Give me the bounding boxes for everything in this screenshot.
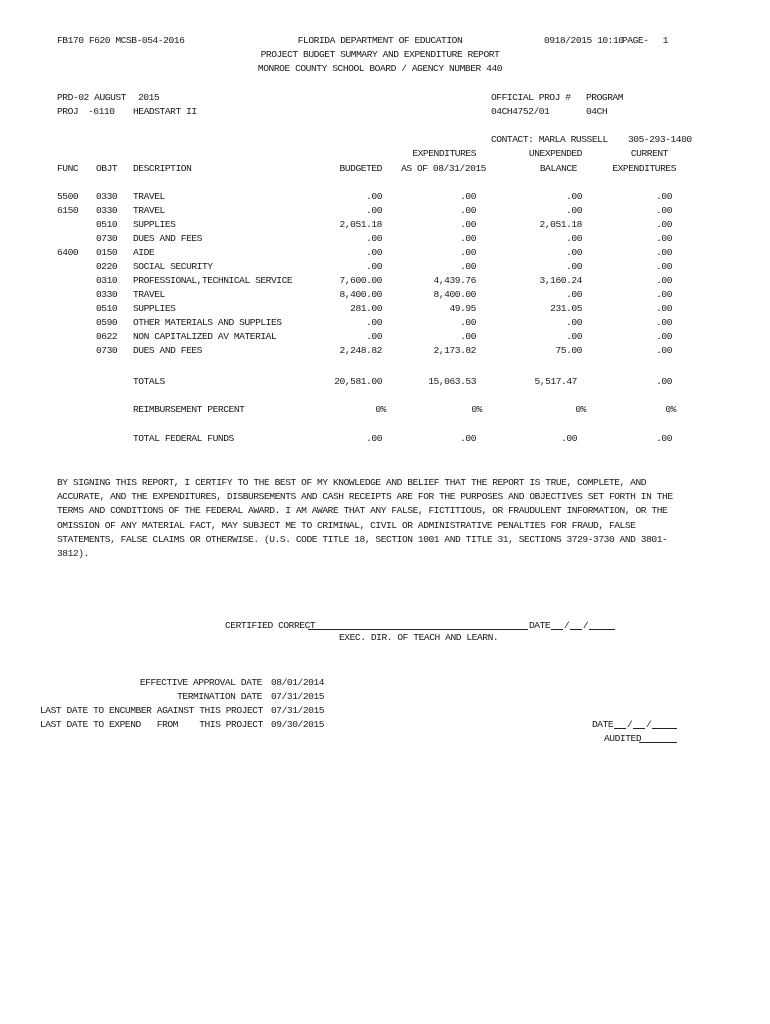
row-expended: 2,173.82 bbox=[433, 345, 476, 356]
signature-date-sep-1: / bbox=[564, 620, 570, 631]
signature-date-sep-2: / bbox=[583, 620, 589, 631]
row-expended: 8,400.00 bbox=[433, 289, 476, 300]
row-expended: .00 bbox=[460, 191, 476, 202]
audit-date-sep-1: / bbox=[627, 719, 633, 730]
row-balance: .00 bbox=[566, 205, 582, 216]
row-current: .00 bbox=[656, 303, 672, 314]
row-objt: 0730 bbox=[96, 233, 118, 244]
row-func: 6400 bbox=[57, 247, 79, 258]
row-func: 5500 bbox=[57, 191, 79, 202]
report-subtitle: MONROE COUNTY SCHOOL BOARD / AGENCY NUMBER 440 bbox=[257, 63, 503, 74]
col-expenditures-l1: EXPENDITURES bbox=[412, 148, 476, 159]
project-label: PROJ bbox=[57, 106, 79, 117]
totals-current: .00 bbox=[656, 376, 672, 387]
row-balance: 231.05 bbox=[550, 303, 582, 314]
row-objt: 0220 bbox=[96, 261, 118, 272]
row-func: 6150 bbox=[57, 205, 79, 216]
row-balance: .00 bbox=[566, 331, 582, 342]
signer-title: EXEC. DIR. OF TEACH AND LEARN. bbox=[339, 632, 499, 643]
expend-date-value: 09/30/2015 bbox=[271, 719, 325, 730]
row-expended: .00 bbox=[460, 247, 476, 258]
audit-date-day-field[interactable] bbox=[633, 728, 645, 729]
audit-date-sep-2: / bbox=[646, 719, 652, 730]
row-current: .00 bbox=[656, 233, 672, 244]
row-budgeted: .00 bbox=[366, 261, 382, 272]
row-objt: 0330 bbox=[96, 205, 118, 216]
effective-date-label: EFFECTIVE APPROVAL DATE bbox=[139, 677, 262, 688]
row-objt: 0310 bbox=[96, 275, 118, 286]
encumber-date-label: LAST DATE TO ENCUMBER AGAINST THIS PROJECT bbox=[40, 705, 263, 716]
row-objt: 0330 bbox=[96, 191, 118, 202]
row-current: .00 bbox=[656, 219, 672, 230]
reimbursement-budgeted: 0% bbox=[375, 404, 386, 415]
reimbursement-balance: 0% bbox=[575, 404, 586, 415]
row-description: TRAVEL bbox=[133, 289, 165, 300]
row-budgeted: 7,600.00 bbox=[339, 275, 382, 286]
contact-name: CONTACT: MARLA RUSSELL bbox=[491, 134, 608, 145]
page-label: PAGE- bbox=[622, 35, 649, 46]
col-objt: OBJT bbox=[96, 163, 118, 174]
report-datetime: 0918/2015 10:10 bbox=[544, 35, 624, 46]
termination-date-label: TERMINATION DATE bbox=[177, 691, 262, 702]
signature-date-day-field[interactable] bbox=[570, 629, 582, 630]
row-budgeted: .00 bbox=[366, 331, 382, 342]
row-expended: .00 bbox=[460, 261, 476, 272]
certification-statement: BY SIGNING THIS REPORT, I CERTIFY TO THE BEST OF MY KNOWLEDGE AND BELIEF THAT THE REPORT IS TRUE, COMPLETE, AND ACCURATE, AND THE EXPENDITURES, DISBURSEMENTS AND CASH RECEIPTS ARE FOR THE PURPOSES AND OBJECTIVES SET FORTH IN THE TERMS AND CONDITIONS OF THE FEDERAL AWARD. I AM AWARE THAT ANY FALSE, FICTITIOUS, OR FRAUDULENT INFORMATION, OR THE OMISSION OF ANY MATERIAL FACT, MAY SUBJECT ME TO CRIMINAL, CIVIL OR ADMINISTRATIVE PENALTIES FOR FRAUD, FALSE STATEMENTS, FALSE CLAIMS OR OTHERWISE. (U.S. CODE TITLE 18, SECTION 1001 AND TITLE 31, SECTIONS 3729-3730 AND 3801-3812). bbox=[57, 477, 673, 560]
signature-line[interactable] bbox=[308, 629, 528, 630]
row-description: TRAVEL bbox=[133, 191, 165, 202]
totals-balance: 5,517.47 bbox=[534, 376, 577, 387]
row-expended: .00 bbox=[460, 331, 476, 342]
col-func: FUNC bbox=[57, 163, 79, 174]
row-objt: 0510 bbox=[96, 219, 118, 230]
federal-funds-current: .00 bbox=[656, 433, 672, 444]
col-unexpended-l1: UNEXPENDED bbox=[528, 148, 582, 159]
row-balance: .00 bbox=[566, 289, 582, 300]
row-budgeted: .00 bbox=[366, 247, 382, 258]
row-balance: .00 bbox=[566, 317, 582, 328]
row-expended: 49.95 bbox=[449, 303, 476, 314]
row-budgeted: 2,051.18 bbox=[339, 219, 382, 230]
page-number: 1 bbox=[662, 35, 668, 46]
audit-date-month-field[interactable] bbox=[614, 728, 626, 729]
totals-budgeted: 20,581.00 bbox=[334, 376, 382, 387]
col-description: DESCRIPTION bbox=[133, 163, 192, 174]
row-current: .00 bbox=[656, 261, 672, 272]
audit-date-label: DATE bbox=[592, 719, 614, 730]
row-objt: 0730 bbox=[96, 345, 118, 356]
row-objt: 0150 bbox=[96, 247, 118, 258]
signature-date-label: DATE bbox=[529, 620, 551, 631]
row-description: DUES AND FEES bbox=[133, 345, 202, 356]
row-objt: 0622 bbox=[96, 331, 118, 342]
reimbursement-current: 0% bbox=[665, 404, 676, 415]
row-current: .00 bbox=[656, 331, 672, 342]
termination-date-value: 07/31/2015 bbox=[271, 691, 325, 702]
expend-date-label: LAST DATE TO EXPEND FROM THIS PROJECT bbox=[40, 719, 263, 730]
report-title: PROJECT BUDGET SUMMARY AND EXPENDITURE REPORT bbox=[260, 49, 500, 60]
row-current: .00 bbox=[656, 317, 672, 328]
encumber-date-value: 07/31/2015 bbox=[271, 705, 325, 716]
signature-date-month-field[interactable] bbox=[551, 629, 563, 630]
row-budgeted: .00 bbox=[366, 317, 382, 328]
row-budgeted: 281.00 bbox=[350, 303, 382, 314]
row-budgeted: .00 bbox=[366, 233, 382, 244]
row-budgeted: 8,400.00 bbox=[339, 289, 382, 300]
program-value: 04CH bbox=[586, 106, 608, 117]
row-balance: .00 bbox=[566, 261, 582, 272]
period-label: PRD-02 AUGUST bbox=[57, 92, 126, 103]
audited-label: AUDITED bbox=[604, 733, 642, 744]
row-current: .00 bbox=[656, 275, 672, 286]
row-description: TRAVEL bbox=[133, 205, 165, 216]
row-budgeted: .00 bbox=[366, 191, 382, 202]
federal-funds-budgeted: .00 bbox=[366, 433, 382, 444]
row-description: NON CAPITALIZED AV MATERIAL bbox=[133, 331, 277, 342]
federal-funds-expended: .00 bbox=[460, 433, 476, 444]
row-objt: 0590 bbox=[96, 317, 118, 328]
row-objt: 0330 bbox=[96, 289, 118, 300]
col-budgeted: BUDGETED bbox=[339, 163, 382, 174]
row-budgeted: 2,248.82 bbox=[339, 345, 382, 356]
row-balance: .00 bbox=[566, 191, 582, 202]
project-number: -6110 bbox=[88, 106, 115, 117]
row-balance: .00 bbox=[566, 247, 582, 258]
row-description: DUES AND FEES bbox=[133, 233, 202, 244]
row-expended: .00 bbox=[460, 233, 476, 244]
federal-funds-label: TOTAL FEDERAL FUNDS bbox=[133, 433, 234, 444]
contact-phone: 305-293-1400 bbox=[628, 134, 692, 145]
reimbursement-label: REIMBURSEMENT PERCENT bbox=[133, 404, 245, 415]
totals-label: TOTALS bbox=[133, 376, 165, 387]
col-current-l2: EXPENDITURES bbox=[612, 163, 676, 174]
official-proj-label: OFFICIAL PROJ # bbox=[491, 92, 571, 103]
row-description: SOCIAL SECURITY bbox=[133, 261, 213, 272]
col-expenditures-l2: AS OF 08/31/2015 bbox=[401, 163, 486, 174]
project-name: HEADSTART II bbox=[133, 106, 197, 117]
row-current: .00 bbox=[656, 191, 672, 202]
official-proj-value: 04CH4752/01 bbox=[491, 106, 550, 117]
audited-signature-field[interactable] bbox=[639, 742, 677, 743]
row-expended: 4,439.76 bbox=[433, 275, 476, 286]
row-expended: .00 bbox=[460, 205, 476, 216]
totals-expended: 15,063.53 bbox=[428, 376, 476, 387]
certified-correct-label: CERTIFIED CORRECT bbox=[225, 620, 316, 631]
row-expended: .00 bbox=[460, 317, 476, 328]
report-agency: FLORIDA DEPARTMENT OF EDUCATION bbox=[297, 35, 463, 46]
row-balance: .00 bbox=[566, 233, 582, 244]
form-id: FB170 F620 MCSB-054-2016 bbox=[57, 35, 185, 46]
row-description: SUPPLIES bbox=[133, 303, 176, 314]
col-unexpended-l2: BALANCE bbox=[539, 163, 577, 174]
row-description: PROFESSIONAL,TECHNICAL SERVICE bbox=[133, 275, 293, 286]
row-objt: 0510 bbox=[96, 303, 118, 314]
row-description: AIDE bbox=[133, 247, 155, 258]
row-balance: 2,051.18 bbox=[539, 219, 582, 230]
row-current: .00 bbox=[656, 205, 672, 216]
signature-date-year-field[interactable] bbox=[589, 629, 615, 630]
row-description: SUPPLIES bbox=[133, 219, 176, 230]
row-budgeted: .00 bbox=[366, 205, 382, 216]
reimbursement-expended: 0% bbox=[471, 404, 482, 415]
row-expended: .00 bbox=[460, 219, 476, 230]
row-current: .00 bbox=[656, 345, 672, 356]
period-year: 2015 bbox=[138, 92, 160, 103]
federal-funds-balance: .00 bbox=[561, 433, 577, 444]
audit-date-year-field[interactable] bbox=[652, 728, 677, 729]
row-current: .00 bbox=[656, 247, 672, 258]
row-balance: 3,160.24 bbox=[539, 275, 582, 286]
row-current: .00 bbox=[656, 289, 672, 300]
effective-date-value: 08/01/2014 bbox=[271, 677, 325, 688]
col-current-l1: CURRENT bbox=[630, 148, 668, 159]
row-balance: 75.00 bbox=[555, 345, 582, 356]
row-description: OTHER MATERIALS AND SUPPLIES bbox=[133, 317, 282, 328]
program-label: PROGRAM bbox=[586, 92, 624, 103]
